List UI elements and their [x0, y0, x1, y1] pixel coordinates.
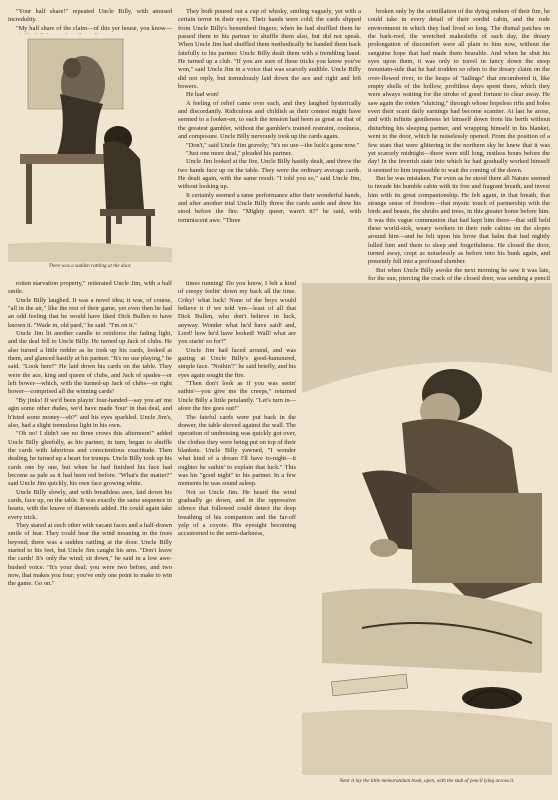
paragraph: It certainly seemed a tame performance after their wonderful hands, and after another trial Uncle Billy threw the cards aside and drew his stool before the fire. "Mighty queer, warn't it?" he said, with reminiscent awe. "Three: [178, 191, 361, 224]
paragraph: "Oh no! I didn't see no three crows this afternoon!" added Uncle Billy gleefully, as his partner, in turn, began to shuffle the cards with laborious and conscientious exactitude. Then dealing, he turned up a heart for trumps. Uncle Billy took up his cards one by one, but when he had finished his face had become as pale as it had been red before. "What's the matter?" said Uncle Jim quickly, his own face growing white.: [8, 430, 172, 488]
illustration-man-by-fire: [302, 283, 552, 775]
paragraph: Uncle Jim had faced around, and was gazing at Uncle Billy's good-humoured, simple face. "Nothin'!" he said briefly, and his eyes again sought the fire.: [178, 346, 296, 379]
text-column-mid-top: [178, 8, 361, 280]
text-column-left-top: [8, 8, 172, 32]
paragraph: Uncle Jim lit another candle to reinforce the fading light, and the deal fell to Uncle Billy. He turned up Jack of clubs. He also turned a little redder as he took up his cards, looked at them, and glanced hastily at his partner. "It's no use playing," he said. "Look here!" He laid down his cards on the table. They were the ace, king and queen of clubs, and Jack of spades—or left bower—which, with the turned-up Jack of clubs—or right bower—comprised all the winning cards!: [8, 330, 172, 396]
paragraph: He had won!: [186, 91, 220, 99]
paragraph: times running! Do you know, I felt a kind of creepy feelin' down my back all the time. Criky! what luck! None of the boys would believe it if we told 'em—least of all that Dick Bullen, who don't believe in luck, anyway. Wonder what he'd have said! and, Lord! how he'd have looked! Wall! what are you starin' so for?": [178, 280, 296, 346]
paragraph: "Don't," said Uncle Jim gravely; "it's no use—the luck's gone now.": [186, 141, 360, 149]
paragraph: "By jinks! If we'd been playin' four-handed—say you an' me agin some other dudes, we'd have made 'four' in that deal, and h'isted some money—eh?" and his eyes sparkled. Uncle Jim's, also, had a slight tremulous light in his own.: [8, 396, 172, 429]
illustration-card-game: [8, 34, 172, 262]
paragraph: They stared at each other with vacant faces and a half-drawn smile of fear. They could hear the wind moaning in the trees beyond; there was a sudden rattling at the door. Uncle Billy started to his feet, but Uncle Jim caught his arm. "Don't leave the cards! It's only the wind; sit down," he said in a low awe-hushed voice. "It's your deal; you were two before, and two now, that makes you four; you've only one point to make to win the game. Go on.": [8, 521, 172, 588]
paragraph: "My half share of the claim—of this yer house, you know—: [16, 24, 172, 32]
paragraph: broken only by the scintillation of the dying embers of their fire, he could take in every detail of their sordid cabin, and the rude environment in which they had lived so long. The dismal patches on the bark-roof, the wretched makeshifts of each day, the dreary prolongation of discomfort were all plain to him now, without the sanguine hope that had made them bearable. And when he shut his eyes upon them, it was only to travel in fancy down the steep mountain-side that he had trodden so often to the dreary claim on the over-flowed river, to the heaps of "tailings" that encumbered it, like empty shells of the hollow, profitless days spent there, which they were always waiting for the stroke of good fortune to clear away. He saw again the rotten "sluicing," through whose hopeless rifts and holes even their scant daily earnings had become scantier. At last he arose, and with infinite gentleness let himself down from his berth without disturbing his sleeping partner, and wrapping himself in his blanket, went to the door, which he noiselessly opened. From the position of a few stars that were glittering in the northern sky he knew that it was yet scarcely midnight—there were still long, restless hours before the day! In the feverish state into which he had gradually worked himself it seemed to him impossible to wait the coming of the dawn.: [368, 8, 550, 174]
paragraph: Not so Uncle Jim. He heard the wind gradually go down, and in the oppressive silence that followed could detect the deep breathing of his companion and the far-off yelp of a coyote. His eyesight becoming accustomed to the semi-darkness,: [178, 488, 296, 538]
paragraph: Uncle Billy slowly, and with breathless awe, laid down his cards, face up, on the table. It was exactly the same sequence in hearts, with the knave of diamonds added. He could again take every trick.: [8, 488, 172, 521]
paragraph: Uncle Jim looked at the fire, Uncle Billy hastily dealt, and threw the two hands face up on the table. They were the ordinary average cards. He dealt again, with the same result. "I told you so," said Uncle Jim, without looking up.: [178, 158, 361, 191]
paragraph: rotten starvation property," reiterated Uncle Jim, with a half smile.: [8, 280, 172, 296]
caption-top: There was a sudden rattling at the door.: [48, 263, 132, 269]
text-column-right-top: [368, 8, 550, 280]
paragraph: "Your half share!" repeated Uncle Billy, with amused incredulity.: [8, 8, 172, 24]
paragraph: The fateful cards were put back in the drawer, the table shoved against the wall. The operation of undressing was quickly got over, the clothes they were being put on top of their blankets. Uncle Billy yawned, "I wonder what kind of a dream I'll have to-night—it oughter be suthin' to explain that luck." This was his "good night" to his partner. In a few moments he was sound asleep.: [178, 413, 296, 488]
paragraph: They both poured out a cup of whisky, smiling vaguely, yet with a certain terror in their eyes. Their hands were cold; the cards slipped from Uncle Billy's benumbed fingers; when he had shuffled them he passed them to his partner to shuffle them also, but did not speak. When Uncle Jim had shuffled them methodically he handed them back fatefully to his partner. Uncle Billy dealt them with a trembling hand. He turned up a club. "If you are sure of these tricks you know you've won," said Uncle Jim in a voice that was scarcely audible. Uncle Billy did not reply, but tremulously laid down the ace and right and left bowers.: [178, 8, 361, 91]
caption-bottom: Near it lay the little memorandum book, open, with the stub of pencil lying across it.: [339, 778, 515, 784]
paragraph: "Just one more deal," pleaded his partner.: [186, 149, 293, 157]
text-column-left-bottom: [8, 280, 172, 792]
paragraph: "Then don't look as if you was seein' suthin'—you give me the creeps," returned Uncle Billy a little petulantly. "Let's turn in—afore the fire goes out!": [178, 380, 296, 413]
paragraph: But when Uncle Billy awoke the next morning he saw it was late, for the sun, piercing the crack of the closed door, was sending a pencil: [368, 266, 550, 282]
paragraph: A feeling of relief came over each, and they laughed hysterically and discordantly. Ridiculous and childish as their contest might have seemed to a looker-on, to each the tension had been as great as that of the greatest gambler, without the gambler's trained restraint, coolness, and composure. Uncle Billy nervously took up the cards again.: [178, 99, 361, 141]
text-column-mid-bottom: [178, 280, 296, 792]
paragraph: Uncle Billy laughed. It was a novel idea; it was, of course, "all in the air," like the rest of their game, yet even then he had an odd feeling that he would have liked Dick Bullen to have known it. "Wade in, old pard," he said. "I'm on it.": [8, 296, 172, 329]
paragraph: But he was mistaken. For even as he stood there all Nature seemed to invade his humble cabin with its free and fragrant breath, and invest him with its great companionship. He felt again, in that breath, that strange sense of freedom—that mystic touch of partnership with the birds and beasts, the shrubs and trees, in this greater home before him. It was this vague communion that had kept him there—that still held these world-sick, weary workers in their rude cabins on the slopes around him—and he felt upon his brow that balm that had nightly lulled him and them to sleep and forgetfulness. He closed the door, turned away, crept as noiselessly as before into his bunk again, and presently fell into a profound slumber.: [368, 174, 550, 266]
